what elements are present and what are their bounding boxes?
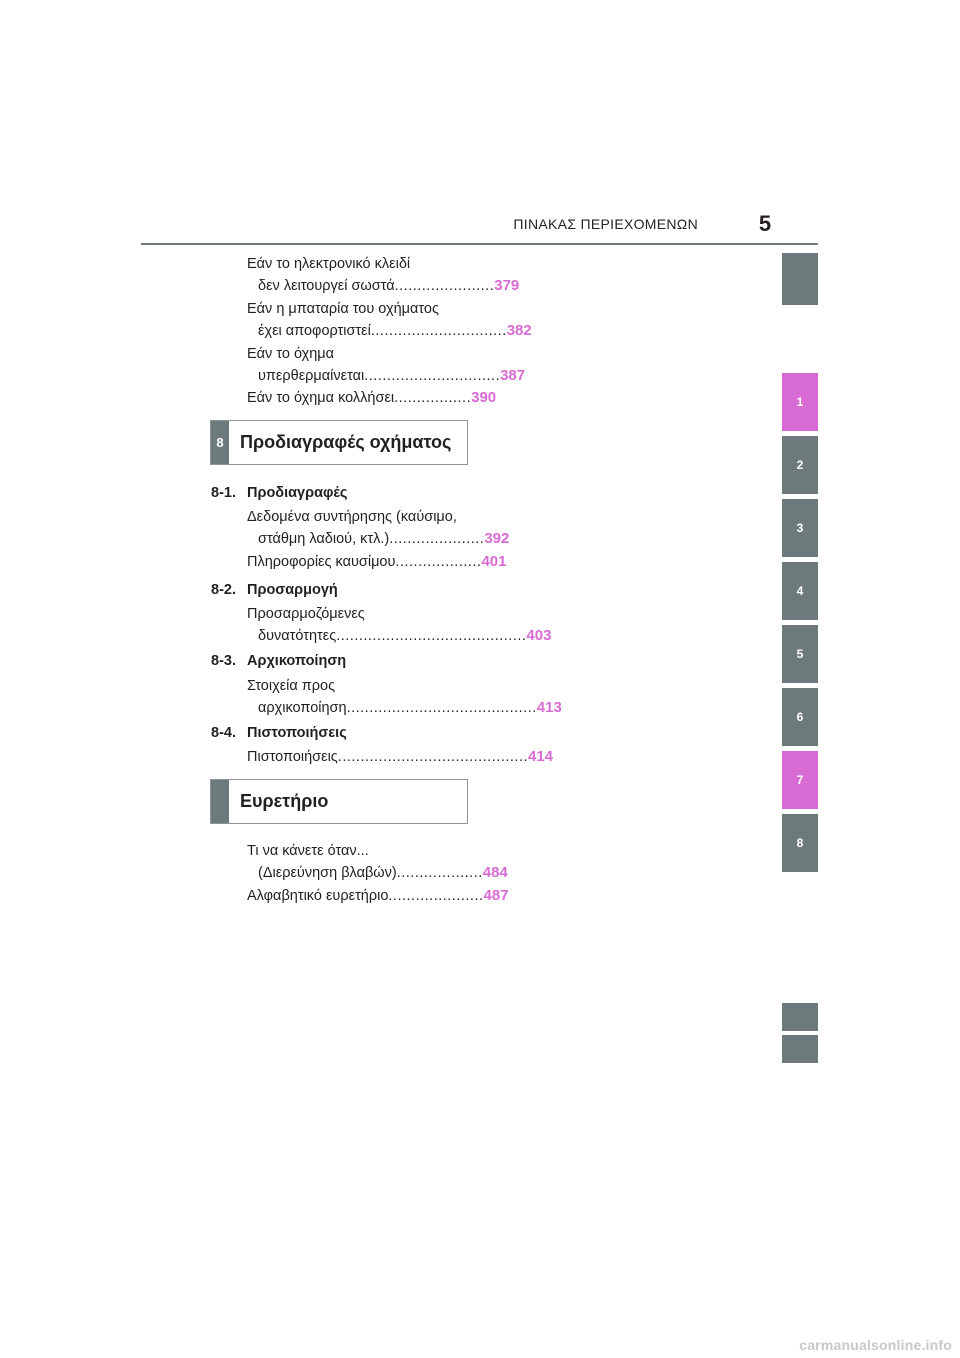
leader-dots: .....................	[388, 888, 484, 904]
leader-dots: .....................	[389, 531, 485, 547]
toc-entry[interactable]	[247, 840, 508, 884]
leader-dots: .................	[394, 390, 472, 406]
toc-entry-line1: Τι να κάνετε όταν...	[247, 843, 369, 859]
toc-entry-line2: Αλφαβητικό ευρετήριο	[247, 888, 389, 904]
toc-entry-line2: έχει αποφορτιστεί	[258, 323, 371, 339]
toc-entry[interactable]	[247, 343, 526, 387]
toc-entry[interactable]	[247, 506, 510, 550]
index-tab-blank-1[interactable]	[782, 1003, 818, 1031]
toc-entry-line2: αρχικοποίηση	[258, 700, 347, 716]
section-heading	[211, 485, 347, 501]
toc-entry[interactable]	[247, 387, 497, 409]
section-number: 8-4.	[211, 725, 236, 741]
chapter-tab-blank[interactable]	[782, 253, 818, 305]
toc-entry-line2: Εάν το όχημα κολλήσει	[247, 390, 395, 406]
section-heading	[211, 725, 347, 741]
leader-dots: ..............................	[364, 368, 501, 384]
toc-page-link[interactable]: 401	[481, 553, 507, 570]
header-title: ΠΙΝΑΚΑΣ ΠΕΡΙΕΧΟΜΕΝΩΝ	[513, 216, 698, 232]
toc-entry[interactable]	[247, 551, 507, 573]
chapter-tab-3[interactable]: 3	[782, 499, 818, 557]
toc-entry[interactable]	[247, 746, 554, 768]
toc-page-link[interactable]: 403	[526, 627, 552, 644]
chapter-tab-2[interactable]: 2	[782, 436, 818, 494]
chapter-tab-7[interactable]: 7	[782, 751, 818, 809]
toc-entry-line1: Εάν η μπαταρία του οχήματος	[247, 301, 439, 317]
leader-dots: ..........................................	[346, 700, 537, 716]
leader-dots: ..........................................	[337, 749, 528, 765]
toc-entry[interactable]	[247, 603, 552, 647]
toc-page-link[interactable]: 382	[506, 322, 532, 339]
toc-page-link[interactable]: 487	[483, 887, 509, 904]
toc-entry-line1: Εάν το όχημα	[247, 346, 335, 362]
chapter-title: Προδιαγραφές οχήματος	[240, 432, 452, 452]
section-number: 8-3.	[211, 653, 236, 669]
chapter-number-tab: 8	[211, 421, 229, 464]
toc-page-link[interactable]: 387	[500, 367, 526, 384]
toc-entry-line2: δυνατότητες	[258, 628, 337, 644]
toc-entry-line1: Εάν το ηλεκτρονικό κλειδί	[247, 256, 411, 272]
toc-page-link[interactable]: 413	[536, 699, 562, 716]
toc-page-link[interactable]: 379	[494, 277, 520, 294]
chapter-tab-5[interactable]: 5	[782, 625, 818, 683]
toc-page-link[interactable]: 392	[484, 530, 510, 547]
toc-page-link[interactable]: 414	[528, 748, 554, 765]
section-title: Προσαρμογή	[247, 582, 338, 598]
section-number: 8-1.	[211, 485, 236, 501]
toc-entry-line1: Δεδομένα συντήρησης (καύσιμο,	[247, 509, 457, 525]
chapter-tab-8[interactable]: 8	[782, 814, 818, 872]
chapter-tab-1[interactable]: 1	[782, 373, 818, 431]
toc-entry-line1: Στοιχεία προς	[247, 678, 336, 694]
section-title: Αρχικοποίηση	[247, 653, 347, 669]
chapter-8-heading[interactable]	[210, 420, 468, 465]
toc-page-link[interactable]: 390	[471, 389, 497, 406]
toc-entry[interactable]	[247, 885, 509, 907]
section-title: Πιστοποιήσεις	[247, 725, 347, 741]
section-heading	[211, 582, 338, 598]
toc-entry[interactable]	[247, 298, 532, 342]
index-title: Ευρετήριο	[240, 791, 329, 811]
index-tab	[211, 780, 229, 823]
toc-entry-line2: υπερθερμαίνεται	[258, 368, 365, 384]
chapter-tab-4[interactable]: 4	[782, 562, 818, 620]
page-number: 5	[758, 211, 772, 236]
toc-entry[interactable]	[247, 675, 562, 719]
toc-entry-line2: Πληροφορίες καυσίμου	[247, 554, 396, 570]
toc-entry-line1: Προσαρμοζόμενες	[247, 606, 365, 622]
leader-dots: ..........................................	[336, 628, 527, 644]
leader-dots: ..............................	[370, 323, 507, 339]
toc-page-link[interactable]: 484	[482, 864, 508, 881]
leader-dots: ...................	[396, 865, 483, 881]
index-tab-blank-2[interactable]	[782, 1035, 818, 1063]
section-title: Προδιαγραφές	[247, 485, 348, 501]
toc-entry[interactable]	[247, 253, 520, 297]
toc-entry-line2: (Διερεύνηση βλαβών)	[258, 865, 397, 881]
leader-dots: ......................	[394, 278, 495, 294]
chapter-tab-6[interactable]: 6	[782, 688, 818, 746]
index-heading[interactable]	[210, 779, 468, 824]
leader-dots: ...................	[395, 554, 482, 570]
toc-entry-line2: δεν λειτουργεί σωστά	[258, 278, 395, 294]
toc-entry-line2: στάθμη λαδιού, κτλ.)	[258, 531, 390, 547]
section-heading	[211, 653, 346, 669]
section-number: 8-2.	[211, 582, 236, 598]
watermark: carmanualsonline.info	[799, 1337, 952, 1353]
toc-entry-line2: Πιστοποιήσεις	[247, 749, 338, 765]
